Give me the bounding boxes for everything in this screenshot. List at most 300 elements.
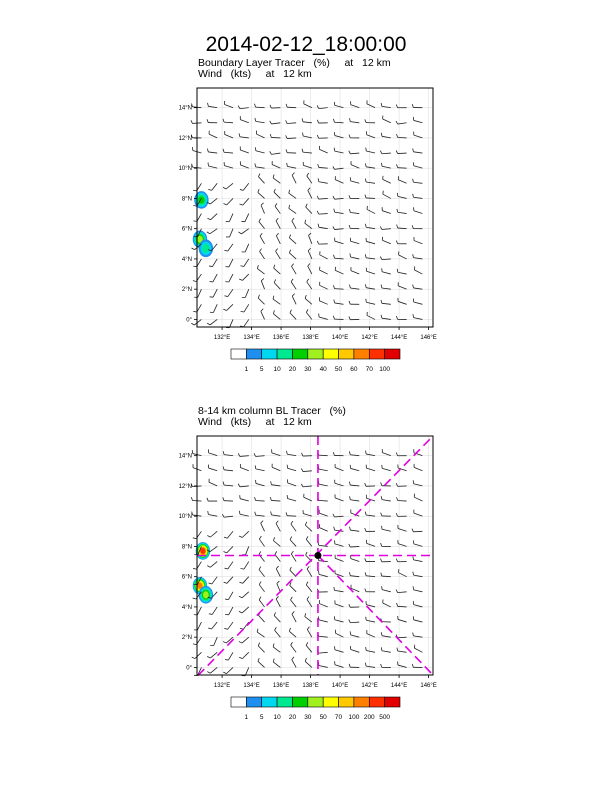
wind-barb [349,301,359,304]
wind-barb-flag [257,265,258,268]
wind-barb [239,607,249,613]
wind-barb [258,189,265,198]
wind-barb-staff [292,296,296,304]
wind-barb-staff [257,269,264,274]
wind-barb-staff [271,500,280,501]
wind-barb-staff [414,620,423,622]
wind-barb-flag [223,451,224,454]
wind-barb-staff [272,453,281,456]
wind-barb-staff [335,180,343,184]
wind-barb-staff [414,605,423,607]
wind-barb-flag [334,209,335,212]
wind-barb [396,453,406,456]
wind-barb-flag [207,656,210,658]
wind-barb [224,531,233,538]
wind-barb-staff [335,151,344,153]
wind-barb-staff [210,546,217,551]
wind-barb [397,603,407,607]
wind-barb-staff [398,137,407,138]
y-tick-label: 0° [186,665,192,672]
wind-barb-staff [335,665,344,668]
wind-barb-staff [382,211,391,214]
wind-barb [335,464,343,471]
wind-barb [413,314,422,319]
wind-barb-flag [240,189,243,190]
wind-barb [381,300,391,304]
wind-barb-flag [255,163,256,166]
wind-barb-staff [227,546,233,552]
wind-barb [209,259,217,267]
wind-barb [209,577,218,584]
wind-barb-staff [224,166,233,169]
wind-barb [351,161,359,168]
wind-barb-flag [223,187,226,189]
wind-barb [226,229,233,237]
wind-barb-flag [238,106,240,109]
wind-barb [349,135,359,138]
colorbar-swatch [308,697,323,707]
wind-barb-staff [209,482,217,486]
wind-barb-staff [383,603,391,607]
wind-barb-flag [413,254,414,257]
wind-barb-flag [239,232,242,234]
wind-barb-staff [366,620,375,622]
wind-barb-staff [309,235,312,243]
wind-barb [399,251,407,259]
wind-barb [413,586,422,591]
wind-barb [320,267,328,274]
wind-barb [292,657,296,668]
wind-barb [194,607,202,615]
panel1-title: Boundary Layer Tracer (%) at 12 km [198,57,391,69]
wind-barb-flag [317,241,318,244]
wind-barb-staff [366,468,375,471]
wind-barb [380,151,390,154]
wind-barb [239,229,249,234]
wind-barb [239,652,249,658]
wind-barb-staff [272,467,280,471]
x-tick-label: 144°E [390,683,408,689]
wind-barb-flag [261,521,263,524]
wind-barb [380,559,390,562]
wind-barb-flag [225,659,228,660]
wind-barb [274,189,280,199]
wind-barb-staff [227,531,233,538]
wind-barb [365,512,375,517]
wind-barb-staff [290,540,296,547]
wind-barb-flag [302,118,303,121]
wind-barb-flag [207,218,210,220]
wind-barb [381,103,391,108]
wind-barb [240,183,249,190]
wind-barb [334,209,344,214]
wind-barb-flag [365,224,366,227]
wind-barb [335,480,344,486]
wind-barb-flag [193,281,196,282]
wind-barb-staff [320,285,328,289]
wind-barb-staff [256,107,265,108]
wind-barb-flag [305,295,306,298]
wind-barb-staff [276,523,280,531]
wind-barb-flag [258,189,259,192]
wind-barb-flag [289,628,290,631]
wind-barb [333,166,344,169]
wind-barb-flag [350,285,351,288]
colorbar-swatch [231,697,246,707]
wind-barb [349,118,359,123]
wind-barb [396,316,406,319]
wind-barb-staff [351,241,360,244]
colorbar-swatch [354,349,369,359]
wind-barb-flag [396,150,397,153]
wind-barb [317,211,327,214]
wind-barb-flag [270,151,272,154]
wind-barb [209,607,217,615]
wind-barb-flag [276,596,278,599]
wind-barb [270,105,280,108]
wind-barb-staff [276,569,280,577]
wind-barb [335,176,343,183]
wind-barb-flag [334,148,335,151]
wind-barb [413,480,422,486]
wind-barb [240,495,249,501]
wind-barb-staff [335,303,344,304]
colorbar-swatch [354,697,369,707]
wind-barb-staff [335,468,343,471]
wind-barb-staff [398,637,407,638]
wind-barb-staff [305,223,312,228]
wind-barb-flag [193,644,196,645]
wind-barb [240,259,248,267]
wind-barb-staff [335,212,344,213]
wind-barb [224,162,233,168]
wind-barb [286,512,296,516]
wind-barb-flag [318,224,319,227]
wind-barb-flag [274,265,275,268]
wind-barb [292,294,296,305]
wind-barb [239,511,248,516]
wind-barb [287,451,297,456]
wind-barb [365,195,375,199]
wind-barb-staff [351,165,359,169]
wind-barb [413,616,422,622]
wind-barb [366,647,375,652]
wind-barb-staff [398,286,406,289]
wind-barb-flag [302,149,303,152]
wind-barb [335,267,343,274]
wind-barb-flag [306,582,308,585]
wind-barb-flag [413,314,414,317]
wind-barb [309,233,312,244]
wind-barb-staff [245,667,249,675]
wind-barb [240,319,249,326]
wind-barb [350,285,360,290]
wind-barb-staff [209,134,217,138]
wind-barb [396,483,406,486]
wind-barb-staff [213,289,217,297]
wind-barb [207,119,217,123]
wind-barb [414,266,422,274]
wind-barb [333,514,344,517]
wind-barb [287,465,296,471]
wind-barb-staff [212,577,217,584]
wind-barb-flag [333,514,335,517]
colorbar-label: 10 [273,366,281,373]
wind-barb [238,453,249,456]
wind-barb [223,466,233,470]
wind-barb [255,163,265,168]
wind-barb-flag [301,468,303,471]
wind-barb-staff [224,470,233,471]
wind-barb [255,104,265,108]
colorbar-swatch [262,697,277,707]
wind-barb-flag [334,587,335,590]
wind-barb [290,310,296,320]
center-marker [314,552,321,559]
wind-barb-staff [414,560,423,562]
wind-barb [239,637,249,643]
wind-barb-staff [290,570,296,576]
wind-barb-staff [319,652,328,653]
wind-barb-flag [381,664,382,667]
wind-barb-staff [242,274,248,280]
wind-barb-flag [381,285,382,288]
wind-barb [272,161,280,168]
wind-barb [413,633,423,638]
wind-barb [349,620,359,623]
wind-barb [413,540,422,546]
wind-barb [318,466,328,471]
wind-barb [274,265,281,274]
wind-barb-flag [318,164,319,167]
wind-barb-flag [381,163,382,166]
wind-barb-staff [240,468,248,471]
colorbar-swatch [292,349,307,359]
colorbar-swatch [323,697,338,707]
wind-barb-flag [380,226,382,229]
x-tick-label: 134°E [243,683,260,689]
wind-barb-staff [209,468,218,471]
wind-barb-staff [276,251,281,259]
wind-barb-staff [256,469,265,471]
wind-barb-staff [289,208,296,213]
wind-barb-flag [260,233,262,236]
wind-barb-staff [259,585,264,592]
wind-barb [256,131,264,138]
wind-barb [351,267,359,274]
wind-barb-flag [349,664,350,667]
wind-barb-staff [335,633,343,637]
wind-barb-staff [260,236,265,244]
wind-barb-staff [319,455,328,456]
wind-barb [291,264,296,274]
colorbar-label: 60 [350,366,358,373]
wind-barb-flag [224,296,227,297]
wind-barb-staff [351,559,359,562]
wind-barb-flag [239,611,242,613]
wind-barb-staff [256,151,265,153]
wind-barb [366,617,375,622]
wind-barb-flag [381,573,382,576]
wind-barb [261,203,265,214]
wind-barb-flag [207,535,210,537]
wind-barb-flag [397,648,398,651]
wind-barb-flag [307,566,309,569]
wind-barb-flag [365,163,366,166]
wind-barb [397,269,406,274]
wind-barb [270,151,281,154]
y-tick-label: 10°N [178,166,192,173]
wind-barb-flag [291,279,293,282]
wind-barb [289,205,296,214]
wind-barb-staff [244,319,249,326]
wind-barb-staff [351,650,360,653]
wind-barb-staff [225,104,233,107]
y-tick-label: 2°N [181,287,192,294]
wind-barb [288,479,297,486]
wind-barb-flag [276,566,278,569]
wind-barb [396,121,407,124]
panel1-subtitle: Wind (kts) at 12 km [198,68,312,80]
wind-barb [414,510,423,517]
wind-barb-staff [242,607,249,613]
wind-barb-staff [244,259,249,267]
wind-barb-flag [365,284,366,287]
wind-barb [318,633,328,637]
wind-barb-staff [306,207,312,214]
wind-barb-flag [308,248,310,251]
wind-barb [333,452,343,455]
wind-barb-staff [244,304,249,312]
wind-barb-staff [382,590,391,592]
wind-barb [335,570,344,577]
wind-barb-staff [275,206,280,213]
wind-barb-staff [307,282,312,289]
wind-barb-flag [349,151,351,154]
wind-barb-staff [229,214,233,222]
wind-barb [397,134,407,138]
wind-barb-flag [349,118,350,121]
wind-barb [413,254,423,259]
wind-barb-flag [397,603,398,606]
colorbar-label: 100 [348,714,360,721]
wind-barb-staff [382,272,391,274]
wind-barb-staff [414,241,422,244]
wind-barb-flag [239,657,242,658]
x-tick-label: 138°E [302,683,319,689]
wind-barb-staff [261,523,265,531]
wind-barb [208,183,217,190]
wind-barb-flag [365,572,366,575]
wind-barb-flag [413,572,414,575]
wind-barb [382,268,391,274]
wind-barb-staff [208,166,217,168]
wind-barb [381,543,391,546]
colorbar-swatch [323,349,338,359]
wind-barb [208,622,217,629]
wind-barb [382,465,391,471]
wind-barb [320,251,328,259]
wind-barb [305,613,312,622]
wind-barb [259,551,265,561]
wind-barb-flag [365,179,366,182]
wind-barb [318,662,327,667]
colorbar-swatch [385,697,400,707]
wind-barb-flag [239,596,242,598]
wind-barb-flag [209,583,212,584]
wind-barb-flag [271,481,272,484]
wind-barb [397,209,407,214]
wind-barb [292,218,296,229]
wind-barb-staff [210,319,217,324]
wind-barb [286,135,296,138]
wind-barb [192,103,202,107]
wind-barb [307,566,312,576]
wind-barb-staff [290,600,296,607]
wind-barb-staff [195,652,201,658]
wind-barb-flag [209,266,212,267]
wind-barb [207,531,217,537]
wind-barb [224,562,233,569]
y-tick-label: 12°N [178,135,192,142]
wind-barb-staff [245,244,249,252]
wind-barb [349,451,359,455]
wind-barb-flag [259,536,261,539]
wind-barb-flag [259,582,261,585]
wind-barb [225,131,233,138]
wind-barb-flag [259,219,261,222]
wind-barb [277,581,281,592]
wind-barb-staff [308,251,312,259]
wind-barb-staff [306,585,312,592]
wind-barb [413,285,423,290]
wind-barb [256,480,265,486]
wind-barb-flag [396,105,397,108]
wind-barb-flag [224,250,227,251]
wind-barb [334,587,344,592]
wind-barb-staff [382,166,391,168]
tracer-blob [202,244,209,253]
wind-barb [261,309,265,320]
wind-barb-flag [349,572,350,575]
wind-barb [335,646,344,652]
colorbar-label: 30 [304,714,312,721]
wind-barb-staff [320,255,328,259]
wind-barb-staff [287,123,296,124]
wind-barb-flag [223,204,226,205]
wind-barb [335,600,344,607]
wind-barb-staff [259,222,265,229]
wind-barb [396,590,407,593]
wind-barb [291,279,296,289]
wind-barb-staff [214,637,217,645]
wind-barb-staff [256,134,264,138]
y-tick-label: 10°N [178,514,192,521]
wind-barb [413,179,423,183]
colorbar-label: 5 [259,714,264,721]
wind-barb-staff [210,667,217,673]
wind-barb [413,556,422,561]
wind-barb-flag [381,133,382,136]
wind-barb-staff [292,175,296,183]
wind-barb-staff [290,313,296,320]
wind-barb [259,219,265,229]
wind-barb [259,567,265,577]
wind-barb [273,175,280,184]
wind-barb-staff [382,500,391,501]
wind-barb-flag [193,568,196,569]
wind-barb [242,289,249,297]
